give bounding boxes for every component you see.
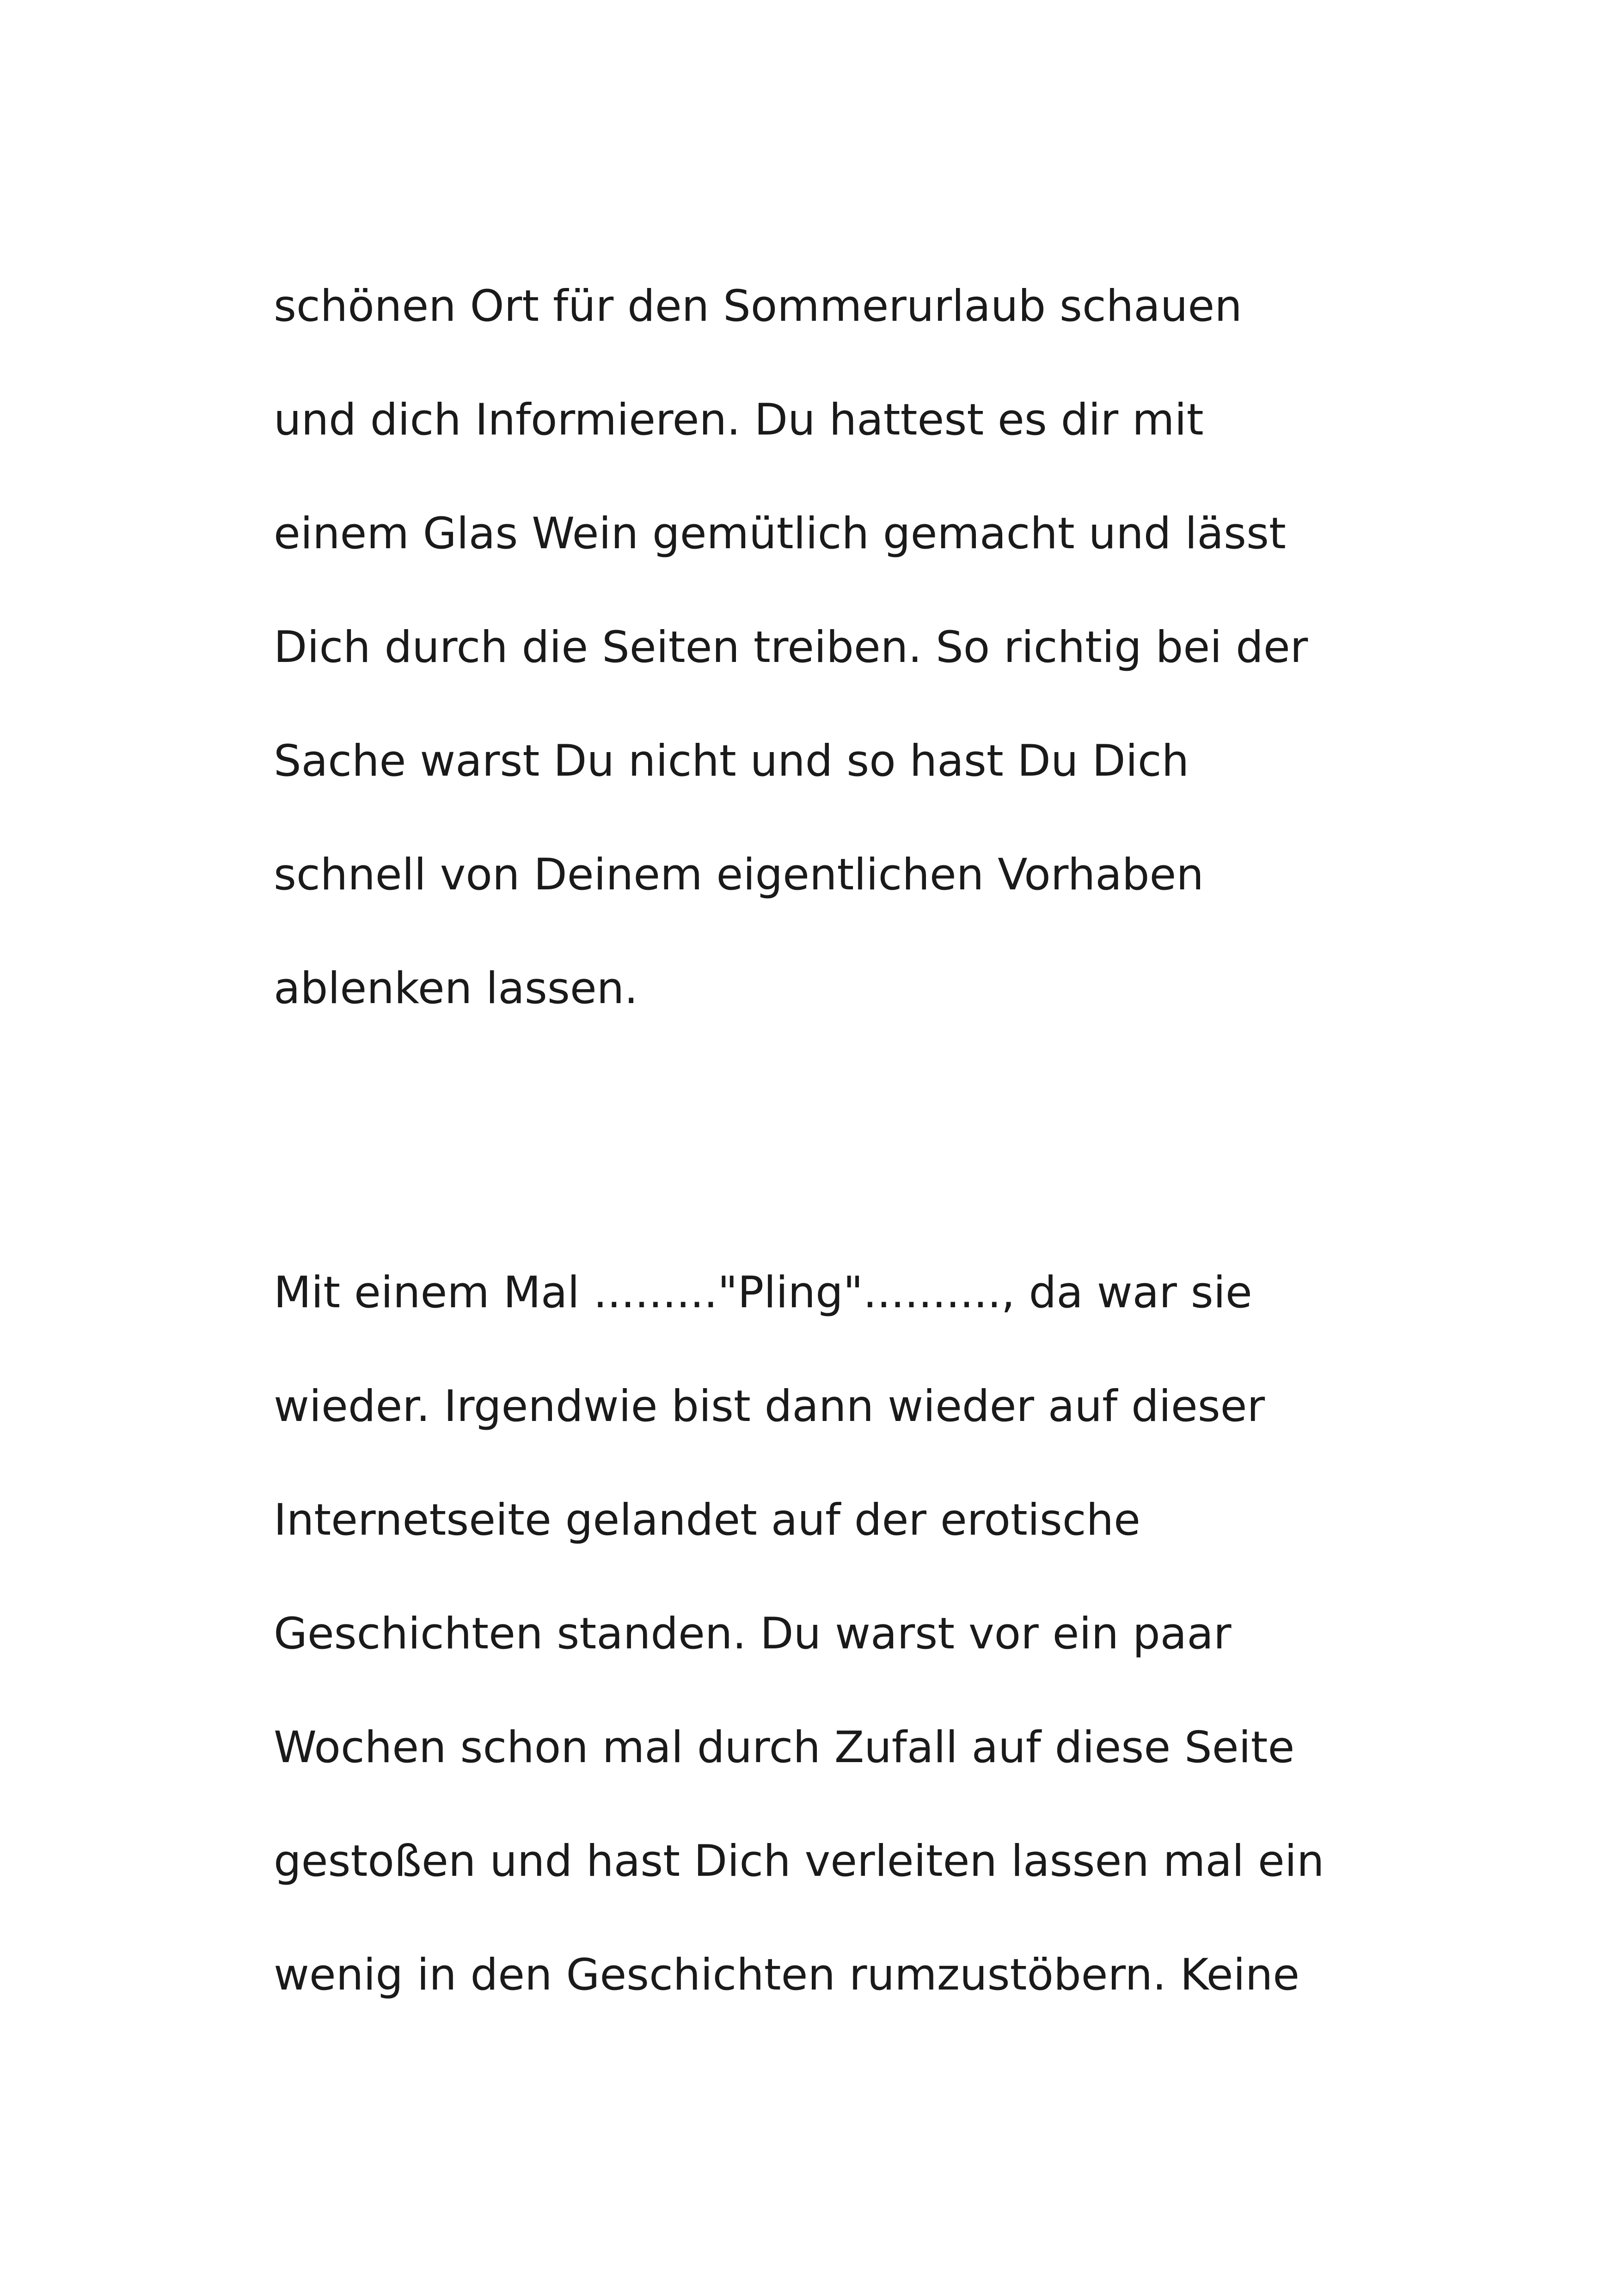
text-line: wenig in den Geschichten rumzustöbern. Keine <box>274 1950 1300 2000</box>
text-line: schnell von Deinem eigentlichen Vorhaben <box>274 850 1204 900</box>
text-line: Dich durch die Seiten treiben. So richtig bei der <box>274 622 1308 673</box>
text-line: einem Glas Wein gemütlich gemacht und lässt <box>274 508 1286 559</box>
text-line: gestoßen und hast Dich verleiten lassen mal ein <box>274 1836 1324 1886</box>
text-line: Sache warst Du nicht und so hast Du Dich <box>274 736 1189 786</box>
text-line: wieder. Irgendwie bist dann wieder auf dieser <box>274 1381 1265 1432</box>
text-line: Internetseite gelandet auf der erotische <box>274 1495 1140 1545</box>
text-line: Mit einem Mal ........."Pling".........., da war sie <box>274 1267 1252 1318</box>
text-line: Wochen schon mal durch Zufall auf diese Seite <box>274 1722 1295 1773</box>
text-line: Geschichten standen. Du warst vor ein paar <box>274 1609 1232 1659</box>
text-line: schönen Ort für den Sommerurlaub schauen <box>274 281 1242 331</box>
text-line: und dich Informieren. Du hattest es dir mit <box>274 395 1204 445</box>
text-line: ablenken lassen. <box>274 963 638 1014</box>
